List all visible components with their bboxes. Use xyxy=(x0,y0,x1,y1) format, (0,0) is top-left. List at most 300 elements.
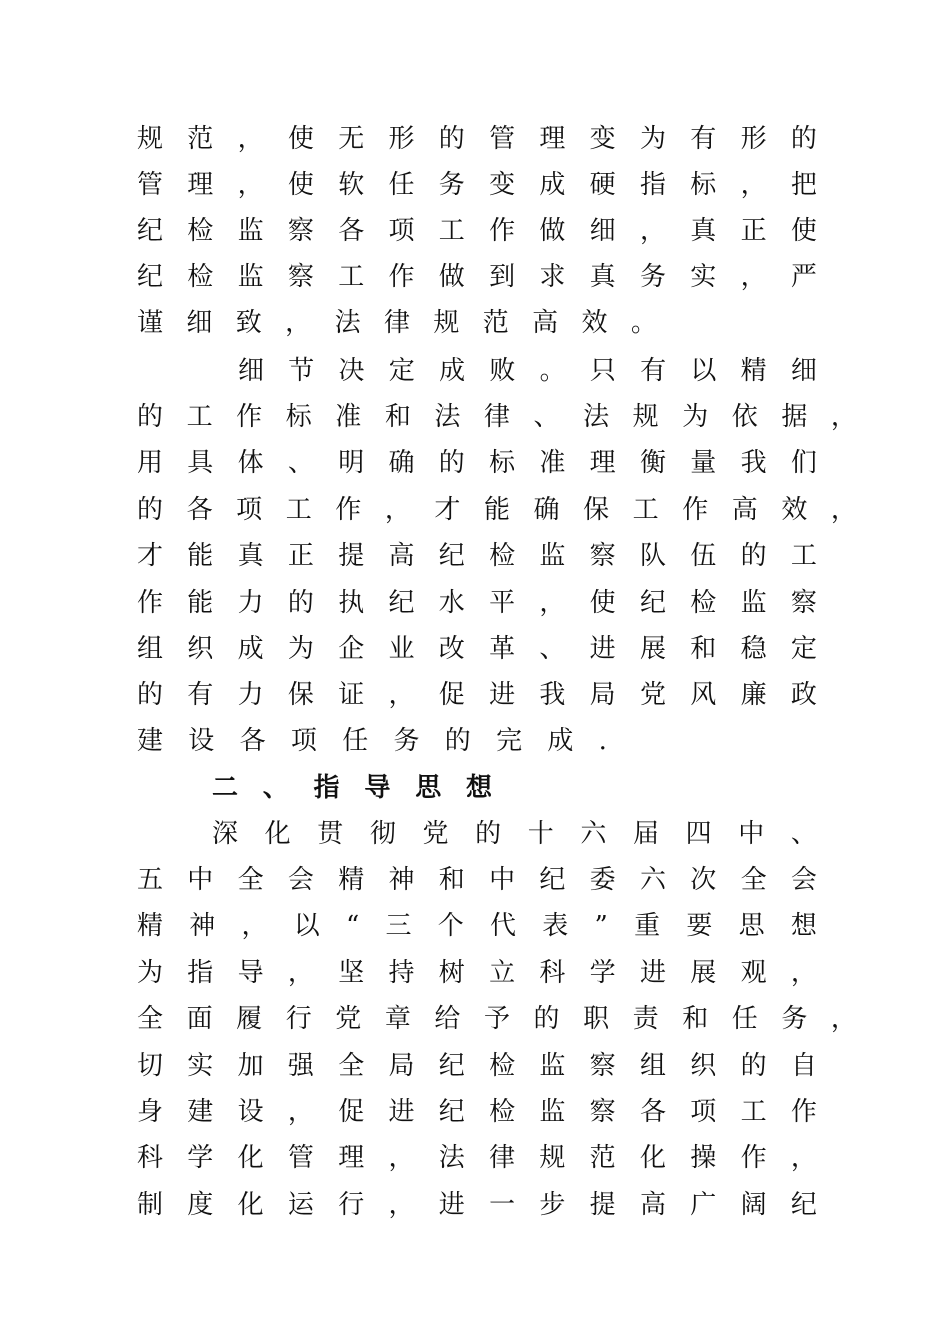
glyph: 次 xyxy=(690,865,717,895)
glyph: 全 xyxy=(137,1004,164,1034)
glyph: 据 xyxy=(781,402,808,432)
glyph: 检 xyxy=(690,588,717,618)
glyph: 务 xyxy=(781,1004,808,1034)
glyph: 作 xyxy=(489,216,516,246)
glyph: 全 xyxy=(237,865,264,895)
glyph: 高 xyxy=(388,541,415,571)
glyph: 标 xyxy=(285,402,312,432)
glyph: 成 xyxy=(237,634,264,664)
glyph: 化 xyxy=(639,1143,666,1173)
glyph: 为 xyxy=(137,958,164,988)
glyph: 务 xyxy=(639,262,666,292)
glyph: 准 xyxy=(335,402,362,432)
glyph: 精 xyxy=(137,911,164,941)
glyph: ， xyxy=(639,216,666,246)
glyph: 行 xyxy=(338,1190,365,1220)
glyph: 正 xyxy=(287,541,314,571)
glyph: ， xyxy=(830,495,857,525)
glyph: 立 xyxy=(489,958,516,988)
glyph: 才 xyxy=(137,541,164,571)
glyph: 项 xyxy=(236,495,263,525)
glyph: 纪 xyxy=(539,865,566,895)
glyph: 察 xyxy=(287,262,314,292)
glyph: 持 xyxy=(388,958,415,988)
glyph: ， xyxy=(241,911,268,941)
glyph: 、 xyxy=(533,402,560,432)
glyph: 展 xyxy=(690,958,717,988)
glyph: 使 xyxy=(790,216,817,246)
glyph: 科 xyxy=(137,1143,164,1173)
glyph: 纪 xyxy=(137,262,164,292)
glyph: 风 xyxy=(690,680,717,710)
glyph: 节 xyxy=(288,356,315,386)
glyph: 的 xyxy=(444,726,471,756)
text-line xyxy=(137,1089,817,1135)
glyph: 律 xyxy=(383,308,410,338)
text-line xyxy=(137,208,817,254)
glyph: 、 xyxy=(539,634,566,664)
glyph: 给 xyxy=(434,1004,461,1034)
glyph: 项 xyxy=(388,216,415,246)
glyph: 会 xyxy=(287,865,314,895)
glyph: 章 xyxy=(384,1004,411,1034)
glyph: 要 xyxy=(686,911,713,941)
glyph: “ xyxy=(346,911,360,941)
text-line xyxy=(137,903,817,949)
glyph: 律 xyxy=(483,402,510,432)
glyph: 进 xyxy=(489,680,516,710)
glyph: 坚 xyxy=(338,958,365,988)
glyph: ， xyxy=(237,124,264,154)
glyph: 运 xyxy=(287,1190,314,1220)
glyph: 范 xyxy=(482,308,509,338)
glyph: 革 xyxy=(489,634,516,664)
glyph: 提 xyxy=(338,541,365,571)
glyph: ， xyxy=(285,308,312,338)
glyph: 中 xyxy=(738,819,765,849)
glyph: 的 xyxy=(137,495,164,525)
glyph: 个 xyxy=(437,911,464,941)
glyph: 务 xyxy=(393,726,420,756)
text-line xyxy=(137,533,817,579)
glyph: 党 xyxy=(639,680,666,710)
glyph: 检 xyxy=(489,1097,516,1127)
glyph: 、 xyxy=(262,773,289,803)
glyph: 察 xyxy=(589,541,616,571)
glyph: 四 xyxy=(685,819,712,849)
glyph: ， xyxy=(384,495,411,525)
glyph: 的 xyxy=(790,124,817,154)
glyph: 步 xyxy=(539,1190,566,1220)
glyph: 实 xyxy=(690,262,717,292)
glyph: 予 xyxy=(483,1004,510,1034)
glyph: 、 xyxy=(287,448,314,478)
glyph: 六 xyxy=(580,819,607,849)
glyph: 软 xyxy=(338,170,365,200)
glyph: 进 xyxy=(388,1097,415,1127)
glyph: 化 xyxy=(264,819,291,849)
glyph: 任 xyxy=(388,170,415,200)
glyph: 标 xyxy=(489,448,516,478)
glyph: 的 xyxy=(475,819,502,849)
glyph: 法 xyxy=(334,308,361,338)
glyph: 决 xyxy=(338,356,365,386)
glyph: 纪 xyxy=(388,588,415,618)
glyph: 致 xyxy=(235,308,262,338)
glyph: 和 xyxy=(682,1004,709,1034)
text-line xyxy=(137,950,817,996)
glyph: 彻 xyxy=(369,819,396,849)
glyph: 败 xyxy=(489,356,516,386)
glyph: 管 xyxy=(489,124,516,154)
glyph: 进 xyxy=(639,958,666,988)
text-line xyxy=(137,1135,817,1181)
glyph: 硬 xyxy=(589,170,616,200)
text-line xyxy=(137,1043,817,1089)
glyph: 学 xyxy=(589,958,616,988)
glyph: 局 xyxy=(388,1051,415,1081)
glyph: 法 xyxy=(434,402,461,432)
glyph: 纪 xyxy=(438,541,465,571)
glyph: 做 xyxy=(438,262,465,292)
glyph: 会 xyxy=(790,865,817,895)
glyph: 纪 xyxy=(137,216,164,246)
glyph: 法 xyxy=(583,402,610,432)
glyph: 高 xyxy=(532,308,559,338)
text-line xyxy=(137,672,817,718)
glyph: ， xyxy=(790,1143,817,1173)
glyph: 稳 xyxy=(740,634,767,664)
glyph: 贯 xyxy=(317,819,344,849)
glyph: 量 xyxy=(690,448,717,478)
glyph: 工 xyxy=(740,1097,767,1127)
glyph: 纪 xyxy=(438,1097,465,1127)
text-line xyxy=(137,996,857,1042)
glyph: 中 xyxy=(489,865,516,895)
glyph: 确 xyxy=(533,495,560,525)
glyph: 建 xyxy=(137,726,164,756)
glyph: 力 xyxy=(237,680,264,710)
glyph: 广 xyxy=(690,1190,717,1220)
glyph: 观 xyxy=(740,958,767,988)
glyph: 思 xyxy=(415,773,442,803)
glyph: 正 xyxy=(740,216,767,246)
glyph: 平 xyxy=(489,588,516,618)
glyph: . xyxy=(598,726,607,756)
glyph: 任 xyxy=(731,1004,758,1034)
text-line xyxy=(137,254,817,300)
glyph: 为 xyxy=(639,124,666,154)
glyph: 监 xyxy=(237,216,264,246)
glyph: 织 xyxy=(187,634,214,664)
glyph: 我 xyxy=(539,680,566,710)
glyph: 工 xyxy=(438,216,465,246)
glyph: 检 xyxy=(187,216,214,246)
glyph: 完 xyxy=(496,726,523,756)
glyph: 高 xyxy=(639,1190,666,1220)
glyph: 和 xyxy=(690,634,717,664)
glyph: ， xyxy=(830,402,857,432)
glyph: 谨 xyxy=(137,308,164,338)
glyph: 党 xyxy=(422,819,449,849)
glyph: 各 xyxy=(338,216,365,246)
glyph: 深 xyxy=(212,819,239,849)
glyph: 强 xyxy=(287,1051,314,1081)
glyph: 效 xyxy=(581,308,608,338)
glyph: 务 xyxy=(438,170,465,200)
glyph: 具 xyxy=(187,448,214,478)
glyph: 范 xyxy=(187,124,214,154)
glyph: 展 xyxy=(639,634,666,664)
glyph: 检 xyxy=(489,1051,516,1081)
glyph: 律 xyxy=(489,1143,516,1173)
glyph: ， xyxy=(830,1004,857,1034)
glyph: 和 xyxy=(384,402,411,432)
glyph: 水 xyxy=(438,588,465,618)
glyph: 。 xyxy=(539,356,566,386)
glyph: ， xyxy=(740,170,767,200)
glyph: 以 xyxy=(690,356,717,386)
glyph: 体 xyxy=(237,448,264,478)
glyph: 政 xyxy=(790,680,817,710)
glyph: 细 xyxy=(589,216,616,246)
glyph: 执 xyxy=(338,588,365,618)
glyph: 代 xyxy=(490,911,517,941)
glyph: 真 xyxy=(589,262,616,292)
glyph: 保 xyxy=(287,680,314,710)
glyph: 六 xyxy=(639,865,666,895)
glyph: 作 xyxy=(682,495,709,525)
glyph: 形 xyxy=(388,124,415,154)
text-line xyxy=(137,487,857,533)
glyph: ， xyxy=(287,1097,314,1127)
glyph: 监 xyxy=(539,1097,566,1127)
glyph: 的 xyxy=(533,1004,560,1034)
glyph: 范 xyxy=(589,1143,616,1173)
glyph: 用 xyxy=(137,448,164,478)
glyph: 变 xyxy=(489,170,516,200)
glyph: 作 xyxy=(236,402,263,432)
glyph: 各 xyxy=(186,495,213,525)
glyph: 有 xyxy=(640,356,667,386)
glyph: 和 xyxy=(438,865,465,895)
glyph: 神 xyxy=(388,865,415,895)
glyph: 工 xyxy=(338,262,365,292)
glyph: 精 xyxy=(740,356,767,386)
glyph: 检 xyxy=(187,262,214,292)
glyph: 精 xyxy=(338,865,365,895)
glyph: ， xyxy=(539,588,566,618)
glyph: 组 xyxy=(639,1051,666,1081)
glyph: 一 xyxy=(489,1190,516,1220)
glyph: 项 xyxy=(690,1097,717,1127)
glyph: 真 xyxy=(237,541,264,571)
glyph: 自 xyxy=(790,1051,817,1081)
glyph: 加 xyxy=(237,1051,264,1081)
glyph: 制 xyxy=(137,1190,164,1220)
glyph: 作 xyxy=(388,262,415,292)
glyph: 变 xyxy=(589,124,616,154)
glyph: 管 xyxy=(137,170,164,200)
glyph: 真 xyxy=(690,216,717,246)
glyph: 严 xyxy=(790,262,817,292)
glyph: 化 xyxy=(237,1143,264,1173)
glyph: 想 xyxy=(790,911,817,941)
glyph: ， xyxy=(740,262,767,292)
glyph: 为 xyxy=(682,402,709,432)
text-line xyxy=(137,626,817,672)
glyph: ” xyxy=(594,911,608,941)
text-line xyxy=(137,718,607,764)
glyph: 形 xyxy=(740,124,767,154)
glyph: 细 xyxy=(186,308,213,338)
glyph: 五 xyxy=(137,865,164,895)
glyph: 纪 xyxy=(639,588,666,618)
text-line xyxy=(238,348,817,394)
glyph: 定 xyxy=(388,356,415,386)
glyph: 有 xyxy=(187,680,214,710)
glyph: 的 xyxy=(740,1051,767,1081)
glyph: 指 xyxy=(313,773,340,803)
glyph: 察 xyxy=(287,216,314,246)
glyph: 伍 xyxy=(690,541,717,571)
glyph: 身 xyxy=(137,1097,164,1127)
glyph: 监 xyxy=(740,588,767,618)
glyph: 届 xyxy=(633,819,660,849)
glyph: 导 xyxy=(364,773,391,803)
glyph: 理 xyxy=(589,448,616,478)
glyph: 设 xyxy=(237,1097,264,1127)
glyph: 行 xyxy=(285,1004,312,1034)
glyph: 到 xyxy=(489,262,516,292)
glyph: 责 xyxy=(632,1004,659,1034)
glyph: 组 xyxy=(137,634,164,664)
glyph: 廉 xyxy=(740,680,767,710)
glyph: 成 xyxy=(547,726,574,756)
glyph: 导 xyxy=(237,958,264,988)
glyph: 的 xyxy=(438,124,465,154)
glyph: 明 xyxy=(338,448,365,478)
glyph: 企 xyxy=(338,634,365,664)
glyph: 指 xyxy=(639,170,666,200)
glyph: 才 xyxy=(434,495,461,525)
glyph: 委 xyxy=(589,865,616,895)
glyph: 监 xyxy=(539,1051,566,1081)
glyph: 使 xyxy=(287,124,314,154)
glyph: 高 xyxy=(731,495,758,525)
glyph: 作 xyxy=(335,495,362,525)
glyph: 作 xyxy=(740,1143,767,1173)
glyph: 保 xyxy=(583,495,610,525)
glyph: ， xyxy=(388,680,415,710)
glyph: 成 xyxy=(439,356,466,386)
glyph: 规 xyxy=(137,124,164,154)
glyph: 依 xyxy=(731,402,758,432)
glyph: 们 xyxy=(790,448,817,478)
glyph: 的 xyxy=(137,680,164,710)
glyph: 任 xyxy=(342,726,369,756)
text-line xyxy=(137,580,817,626)
text-line xyxy=(137,1182,817,1228)
glyph: 作 xyxy=(790,1097,817,1127)
glyph: 工 xyxy=(632,495,659,525)
glyph: 建 xyxy=(187,1097,214,1127)
glyph: 规 xyxy=(632,402,659,432)
section-heading xyxy=(212,765,492,811)
glyph: 的 xyxy=(137,402,164,432)
glyph: 证 xyxy=(338,680,365,710)
glyph: 项 xyxy=(290,726,317,756)
glyph: 度 xyxy=(187,1190,214,1220)
glyph: 履 xyxy=(236,1004,263,1034)
glyph: 察 xyxy=(589,1051,616,1081)
glyph: 实 xyxy=(187,1051,214,1081)
glyph: 织 xyxy=(690,1051,717,1081)
glyph: 促 xyxy=(438,680,465,710)
glyph: 把 xyxy=(790,170,817,200)
glyph: 作 xyxy=(137,588,164,618)
glyph: 切 xyxy=(137,1051,164,1081)
glyph: 的 xyxy=(438,448,465,478)
glyph: 科 xyxy=(539,958,566,988)
glyph: 局 xyxy=(589,680,616,710)
glyph: 准 xyxy=(539,448,566,478)
text-line xyxy=(212,811,817,857)
glyph: 规 xyxy=(539,1143,566,1173)
glyph: 表 xyxy=(542,911,569,941)
glyph: 各 xyxy=(639,1097,666,1127)
glyph: 进 xyxy=(438,1190,465,1220)
glyph: 指 xyxy=(187,958,214,988)
glyph: 监 xyxy=(539,541,566,571)
glyph: 我 xyxy=(740,448,767,478)
text-line xyxy=(137,394,857,440)
glyph: ， xyxy=(287,958,314,988)
glyph: 思 xyxy=(738,911,765,941)
glyph: 工 xyxy=(790,541,817,571)
glyph: 做 xyxy=(539,216,566,246)
glyph: 使 xyxy=(287,170,314,200)
glyph: 理 xyxy=(187,170,214,200)
glyph: 纪 xyxy=(790,1190,817,1220)
glyph: 化 xyxy=(237,1190,264,1220)
glyph: 管 xyxy=(287,1143,314,1173)
glyph: ， xyxy=(388,1143,415,1173)
text-line xyxy=(137,440,817,486)
glyph: 职 xyxy=(583,1004,610,1034)
glyph: 全 xyxy=(740,865,767,895)
glyph: 的 xyxy=(287,588,314,618)
glyph: 设 xyxy=(188,726,215,756)
glyph: 法 xyxy=(438,1143,465,1173)
text-line xyxy=(137,300,657,346)
text-line xyxy=(137,116,817,162)
glyph: 的 xyxy=(740,541,767,571)
glyph: 提 xyxy=(589,1190,616,1220)
glyph: 标 xyxy=(690,170,717,200)
glyph: 理 xyxy=(539,124,566,154)
glyph: 能 xyxy=(187,588,214,618)
glyph: 学 xyxy=(187,1143,214,1173)
glyph: 改 xyxy=(438,634,465,664)
glyph: 使 xyxy=(589,588,616,618)
glyph: 树 xyxy=(438,958,465,988)
glyph: 确 xyxy=(388,448,415,478)
glyph: 检 xyxy=(489,541,516,571)
glyph: 各 xyxy=(239,726,266,756)
glyph: 纪 xyxy=(438,1051,465,1081)
glyph: 成 xyxy=(539,170,566,200)
